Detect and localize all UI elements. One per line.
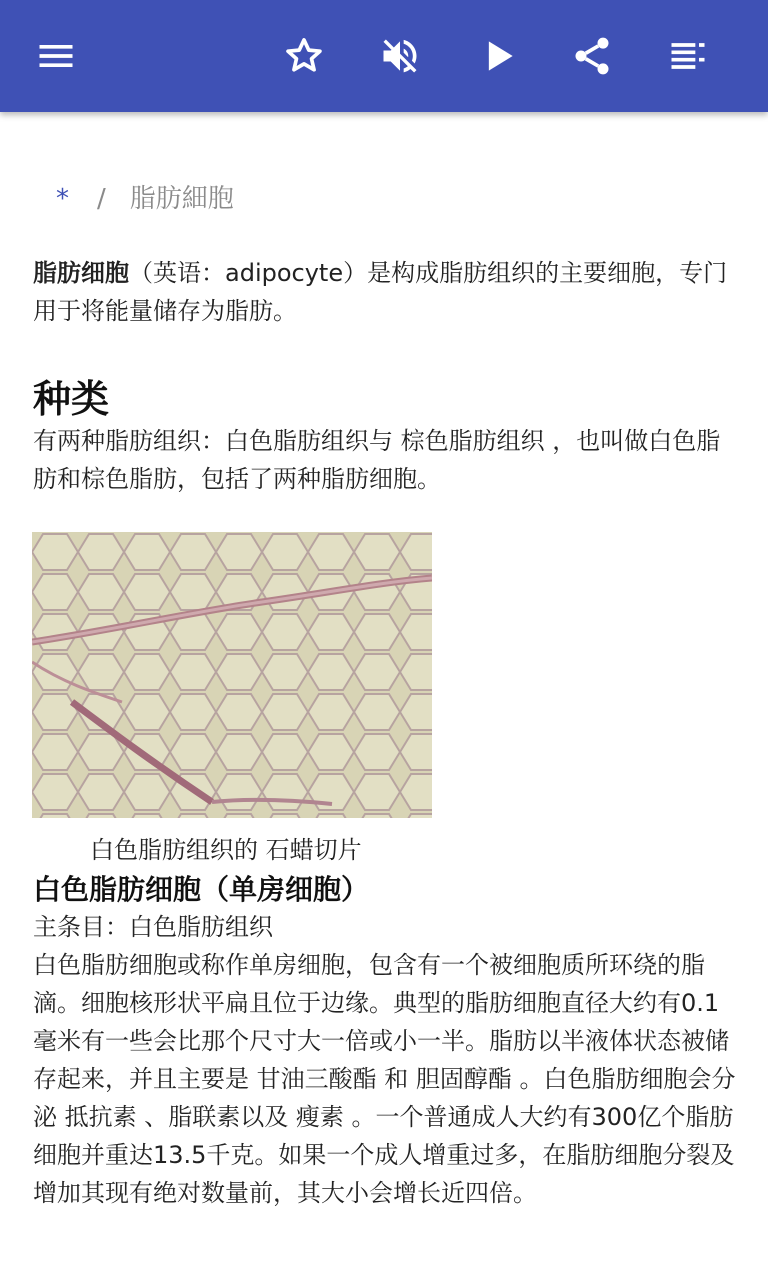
star-outline-icon	[282, 34, 326, 78]
breadcrumb	[56, 178, 234, 215]
main-article-note: 主条目：白色脂肪组织	[33, 913, 273, 941]
intro-paragraph	[33, 254, 739, 330]
adipose-tissue-image[interactable]	[32, 532, 432, 818]
play-button[interactable]	[470, 28, 526, 84]
white-adipocyte-paragraph: 白色脂肪细胞或称作单房细胞，包含有一个被细胞质所环绕的脂滴。细胞核形状平扁且位于边缘。典型的脂肪细胞直径大约有0.1毫米有一些会比那个尺寸大一倍或小一半。脂肪以半液体状态被储存起来，并且主要是 甘油三酸酯 和 胆固醇酯 。白色脂肪细胞会分泌 抵抗素 、脂联素以及 瘦素 。一个普通成人大约有300亿个脂肪细胞并重达13.5千克。如果一个成人增重过多，在脂肪细胞分裂及增加其现有绝对数量前，其大小会增长近四倍。	[33, 951, 736, 1207]
breadcrumb-home-link[interactable]: *	[56, 184, 69, 214]
breadcrumb-current: 脂肪細胞	[129, 184, 234, 214]
playlist-icon	[666, 34, 710, 78]
play-icon	[476, 34, 520, 78]
share-button[interactable]	[564, 28, 620, 84]
figure-caption: 白色脂肪组织的 石蜡切片	[90, 836, 362, 864]
breadcrumb-separator: /	[97, 184, 106, 214]
bookmark-button[interactable]	[276, 28, 332, 84]
section-heading-types: 种类	[33, 377, 110, 421]
app-bar	[0, 0, 768, 112]
contents-button[interactable]	[660, 28, 716, 84]
intro-text: （英语：adipocyte）是构成脂肪组织的主要细胞，专门用于将能量储存为脂肪。	[33, 259, 728, 325]
volume-off-icon	[378, 34, 422, 78]
types-paragraph: 有两种脂肪组织：白色脂肪组织与 棕色脂肪组织 ，也叫做白色脂肪和棕色脂肪，包括了两种脂肪细胞。	[33, 427, 721, 493]
share-icon	[570, 34, 614, 78]
menu-button[interactable]	[28, 28, 84, 84]
mute-button[interactable]	[372, 28, 428, 84]
section-heading-white-adipocyte: 白色脂肪细胞（单房细胞）	[33, 873, 370, 906]
hamburger-menu-icon	[34, 34, 78, 78]
adipose-tissue-micrograph	[32, 532, 432, 818]
intro-term: 脂肪细胞	[33, 259, 129, 287]
